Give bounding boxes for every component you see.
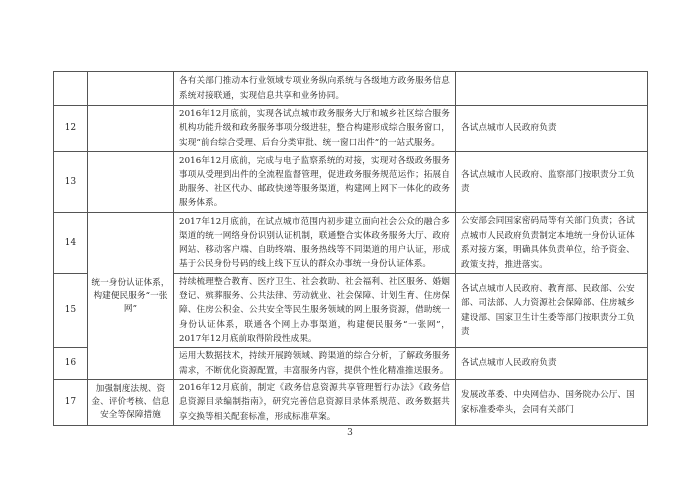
row-responsible: 发展改革委、中央网信办、国务院办公厅、国家标准委牵头，会同有关部门 <box>456 380 648 426</box>
table-row <box>54 106 648 152</box>
table-row <box>54 213 648 274</box>
row-category: 加强制度法规、资金、评价考核、信息安全等保障措施 <box>88 380 174 426</box>
row-content: 2016年12月底前，完成与电子监察系统的对接，实现对各级政务服务事项从受理到出件的全流程监督管理，促进政务服务规范运作；拓展自助服务、社区代办、邮政快递等服务渠道，构建网上网下一体化的政务服务体系。 <box>174 152 456 213</box>
row-category <box>88 72 174 106</box>
row-category <box>88 152 174 213</box>
row-number: 13 <box>54 152 88 213</box>
row-number: 14 <box>54 213 88 274</box>
row-responsible <box>456 72 648 106</box>
row-responsible: 各试点城市人民政府负责 <box>456 106 648 152</box>
row-content: 2016年12月底前，制定《政务信息资源共享管理暂行办法》《政务信息资源目录编制指南》，研究完善信息资源目录体系规范、政务数据共享交换等相关配套标准，形成标准草案。 <box>174 380 456 426</box>
row-number: 17 <box>54 380 88 426</box>
row-number: 12 <box>54 106 88 152</box>
row-number <box>54 72 88 106</box>
row-content: 2017年12月底前，在试点城市范围内初步建立面向社会公众的融合多渠道的统一网络身份识别认证机制，联通整合实体政务服务大厅、政府网站、移动客户端、自助终端、服务热线等不同渠道的用户认证，形成基于公民身份号码的线上线下互认的群众办事统一身份认证体系。 <box>174 213 456 274</box>
row-content: 运用大数据技术，持续开展跨领域、跨渠道的综合分析，了解政务服务需求，不断优化资源配置，丰富服务内容，提供个性化精准推送服务。 <box>174 348 456 380</box>
row-category <box>88 106 174 152</box>
table-row <box>54 152 648 213</box>
table-row <box>54 380 648 426</box>
row-category: 统一身份认证体系，构建便民服务“一张网” <box>88 213 174 380</box>
row-responsible: 各试点城市人民政府、教育部、民政部、公安部、司法部、人力资源社会保障部、住房城乡建设部、国家卫生计生委等部门按职责分工负责 <box>456 274 648 348</box>
table-row <box>54 72 648 106</box>
task-table <box>53 71 648 426</box>
row-content: 2016年12月底前，实现各试点城市政务服务大厅和城乡社区综合服务机构功能升级和政务服务事项分级进驻，整合构建形成综合服务窗口，实现“前台综合受理、后台分类审批、统一窗口出件”的一站式服务。 <box>174 106 456 152</box>
row-number: 15 <box>54 274 88 348</box>
row-responsible: 各试点城市人民政府、监察部门按职责分工负责 <box>456 152 648 213</box>
row-content: 持续梳理整合教育、医疗卫生、社会救助、社会福利、社区服务、婚姻登记、殡葬服务、公共法律、劳动就业、社会保障、计划生育、住房保障、住房公积金、公共安全等民生服务领域的网上服务资源，借助统一身份认证体系，联通各个网上办事渠道，构建便民服务“一张网”，2017年12月底前取得阶段性成果。 <box>174 274 456 348</box>
row-number: 16 <box>54 348 88 380</box>
row-content: 各有关部门推动本行业领域专项业务纵向系统与各级地方政务服务信息系统对接联通，实现信息共享和业务协同。 <box>174 72 456 106</box>
row-responsible: 公安部会同国家密码局等有关部门负责；各试点城市人民政府负责制定本地统一身份认证体系对接方案，明确具体负责单位，给予资金、政策支持，推进落实。 <box>456 213 648 274</box>
row-responsible: 各试点城市人民政府负责 <box>456 348 648 380</box>
page-number: 3 <box>347 428 353 438</box>
